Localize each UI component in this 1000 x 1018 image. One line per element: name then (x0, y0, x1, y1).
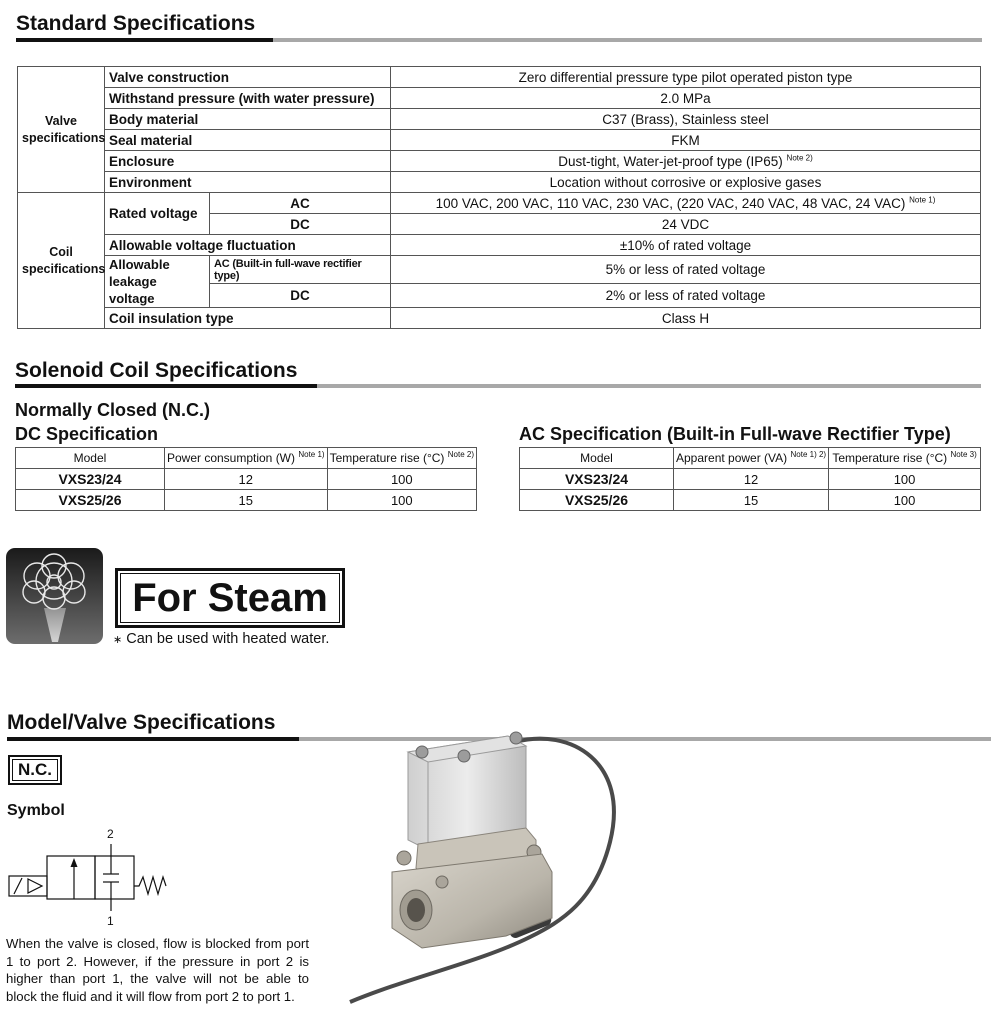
standard-specs-title: Standard Specifications (16, 12, 256, 35)
table-row (16, 469, 477, 490)
coil-spec-group-label (18, 193, 105, 329)
nc-heading: Normally Closed (N.C.) (15, 400, 211, 420)
solenoid-title: Solenoid Coil Specifications (15, 359, 298, 382)
valve-spec-group-label (18, 67, 105, 193)
symbol-label: Symbol (7, 802, 65, 819)
row-value: Location without corrosive or explosive gases (391, 172, 981, 193)
model-cell: VXS23/24 (16, 469, 165, 490)
sub-label-dc: DC (210, 214, 391, 235)
sub-label-dc: DC (210, 284, 391, 308)
col-header-temp (327, 448, 476, 469)
row-value: FKM (391, 130, 981, 151)
standard-specs-table (17, 66, 981, 329)
power-cell: 12 (674, 469, 829, 490)
row-label: Valve construction (105, 67, 391, 88)
footnote-ref: Note 1) (909, 195, 936, 204)
valve-description: When the valve is closed, flow is blocked from port 1 to port 2. However, if the pressure in port 2 is higher than port 1, the valve will not be able to block the fluid and it will flow from port 2 to port 1. (6, 936, 309, 1004)
row-value: 2% or less of rated voltage (391, 284, 981, 308)
enclosure-value: Dust-tight, Water-jet-proof type (IP65) (558, 153, 783, 169)
temp-cell: 100 (327, 469, 476, 490)
section-rule (16, 38, 982, 42)
power-cell: 15 (164, 490, 327, 511)
row-label: Seal material (105, 130, 391, 151)
steam-cloud-icon (6, 548, 103, 644)
temp-header-text: Temperature rise (°C) (329, 451, 445, 465)
for-steam-title-box (115, 568, 345, 628)
row-value (391, 193, 981, 214)
footnote-ref: Note 2) (447, 450, 474, 459)
row-label: Enclosure (105, 151, 391, 172)
row-label: Rated voltage (105, 193, 210, 235)
row-value: ±10% of rated voltage (391, 235, 981, 256)
nc-label-box (8, 755, 62, 785)
model-cell: VXS25/26 (16, 490, 165, 511)
row-label: Withstand pressure (with water pressure) (105, 88, 391, 109)
row-label: Environment (105, 172, 391, 193)
table-row (520, 469, 981, 490)
footnote-ref: Note 1) (298, 450, 325, 459)
for-steam-title: For Steam (120, 573, 340, 623)
temp-cell: 100 (829, 469, 981, 490)
power-header-text: Power consumption (W) (166, 451, 296, 465)
row-label (105, 256, 210, 308)
table-row (520, 490, 981, 511)
port-label-1: 1 (107, 914, 114, 928)
table-row (16, 490, 477, 511)
power-cell: 15 (674, 490, 829, 511)
power-cell: 12 (164, 469, 327, 490)
row-value: 5% or less of rated voltage (391, 256, 981, 284)
footnote-ref: Note 1) 2) (790, 450, 827, 459)
rated-ac-value: 100 VAC, 200 VAC, 110 VAC, 230 VAC, (220 VAC, 240 VAC, 48 VAC, 24 VAC) (435, 195, 906, 211)
section-rule (15, 384, 981, 388)
bullet-mark: ∗ (113, 634, 123, 646)
col-header-power (674, 448, 829, 469)
sub-label-ac: AC (210, 193, 391, 214)
temp-cell: 100 (829, 490, 981, 511)
temp-header-text: Temperature rise (°C) (832, 451, 948, 465)
ac-spec-table (519, 447, 981, 511)
coil-spec-group-text: Coil specifications (22, 244, 106, 276)
row-value: 2.0 MPa (391, 88, 981, 109)
model-valve-title: Model/Valve Specifications (7, 711, 276, 734)
solenoid-valve-photo (330, 722, 650, 1012)
row-value: Zero differential pressure type pilot operated piston type (391, 67, 981, 88)
footnote-ref: Note 3) (950, 450, 977, 459)
steam-note (113, 631, 329, 647)
leakage-label-1: Allowable (109, 257, 170, 272)
row-label: Coil insulation type (105, 308, 391, 329)
row-value: Class H (391, 308, 981, 329)
power-header-text: Apparent power (VA) (676, 451, 788, 465)
leakage-label-2: leakage voltage (109, 274, 157, 306)
port-label-2: 2 (107, 827, 114, 841)
row-value: 24 VDC (391, 214, 981, 235)
model-cell: VXS23/24 (520, 469, 674, 490)
col-header-power (164, 448, 327, 469)
model-cell: VXS25/26 (520, 490, 674, 511)
row-value: C37 (Brass), Stainless steel (391, 109, 981, 130)
col-header-model: Model (520, 448, 674, 469)
valve-symbol-diagram (0, 822, 180, 932)
nc-label: N.C. (12, 759, 58, 781)
col-header-temp (829, 448, 981, 469)
col-header-model: Model (16, 448, 165, 469)
row-label: Allowable voltage fluctuation (105, 235, 391, 256)
row-value (391, 151, 981, 172)
valve-spec-group-text: Valve specifications (22, 113, 106, 145)
temp-cell: 100 (327, 490, 476, 511)
row-label: Body material (105, 109, 391, 130)
steam-note-text: Can be used with heated water. (126, 631, 330, 647)
dc-spec-heading: DC Specification (15, 424, 159, 444)
footnote-ref: Note 2) (786, 153, 813, 162)
dc-spec-table (15, 447, 477, 511)
ac-spec-heading: AC Specification (Built-in Full-wave Rectifier Type) (519, 424, 951, 444)
sub-label-ac: AC (Built-in full-wave rectifier type) (210, 256, 391, 284)
